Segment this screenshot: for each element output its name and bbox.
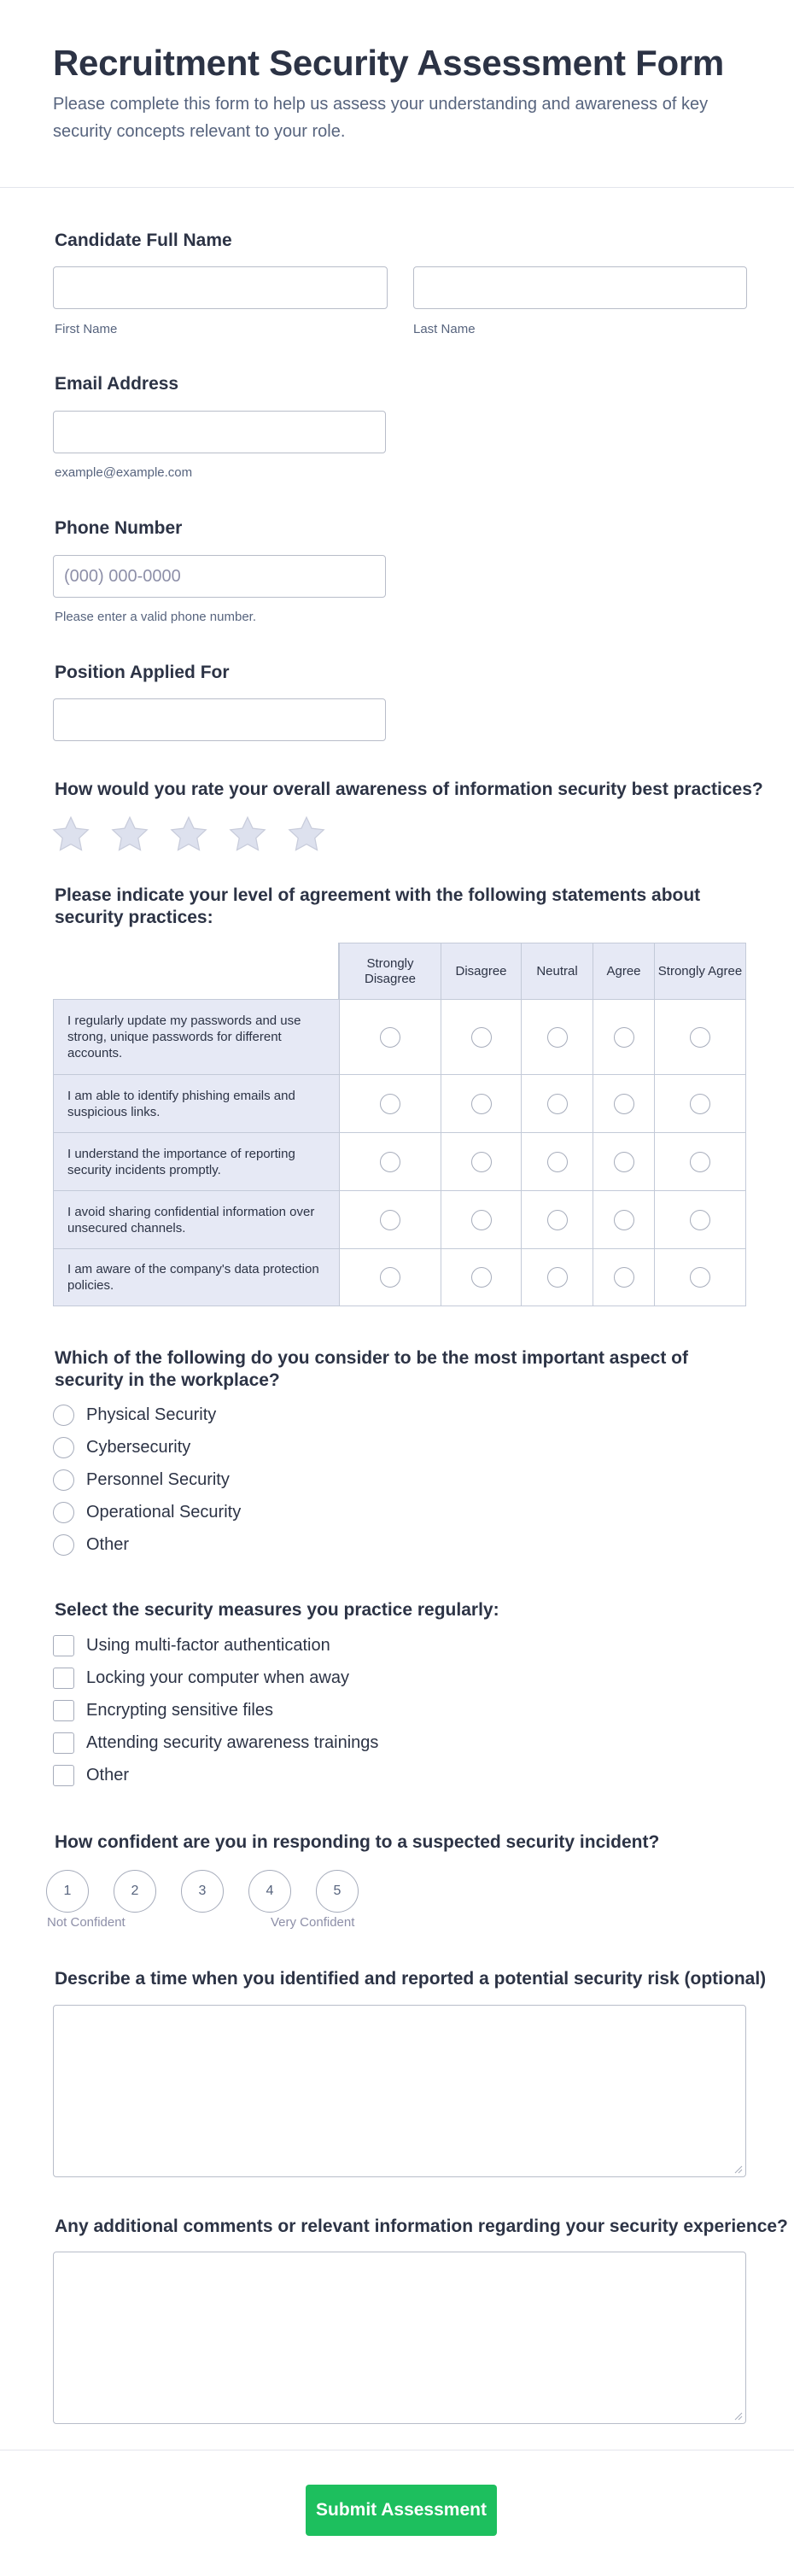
matrix-radio[interactable] [380,1267,400,1288]
measure-option[interactable] [53,1765,129,1786]
radio-button[interactable] [53,1405,74,1426]
matrix-cell [441,1190,521,1248]
matrix-column-header: Agree [593,943,654,999]
matrix-cell [654,1074,746,1132]
scale-option-3[interactable]: 3 [181,1870,224,1913]
measure-option[interactable] [53,1732,378,1754]
matrix-row [53,1074,746,1132]
star-icon[interactable] [108,813,151,856]
measures-question: Select the security measures you practice regularly: [55,1600,499,1620]
scale-option-5[interactable]: 5 [316,1870,359,1913]
matrix-row-label: I understand the importance of reporting security incidents promptly. [53,1132,339,1190]
page-subtitle: Please complete this form to help us assess your understanding and awareness of key security concepts relevant to your role. [53,95,709,141]
aspect-question: Which of the following do you consider to be the most important aspect of security in the workplace? [55,1348,689,1390]
matrix-radio[interactable] [690,1210,710,1230]
matrix-radio[interactable] [614,1027,634,1048]
matrix-radio[interactable] [547,1027,568,1048]
full-name-label: Candidate Full Name [55,231,232,250]
matrix-question: Please indicate your level of agreement with the following statements about security practices: [55,885,701,927]
checkbox[interactable] [53,1765,74,1786]
email-hint: example@example.com [55,465,193,480]
matrix-cell [521,1190,593,1248]
radio-button[interactable] [53,1502,74,1523]
aspect-option[interactable] [53,1437,190,1458]
matrix-radio[interactable] [547,1152,568,1172]
matrix-cell [593,999,654,1074]
measure-option[interactable] [53,1700,273,1721]
phone-input[interactable] [53,555,386,598]
matrix-radio[interactable] [614,1094,634,1114]
phone-hint: Please enter a valid phone number. [55,610,256,624]
checkbox[interactable] [53,1700,74,1721]
agreement-matrix [53,943,746,1306]
matrix-cell [654,1132,746,1190]
matrix-radio[interactable] [614,1152,634,1172]
risk-story-question: Describe a time when you identified and reported a potential security risk (optional) [55,1969,767,1989]
matrix-row-label: I am able to identify phishing emails and suspicious links. [53,1074,339,1132]
matrix-cell [441,1248,521,1306]
star-icon[interactable] [50,813,92,856]
measure-option[interactable] [53,1668,349,1689]
page-title: Recruitment Security Assessment Form [53,43,724,83]
matrix-radio[interactable] [380,1152,400,1172]
scale-max-caption: Very Confident [271,1915,355,1930]
matrix-cell [654,1248,746,1306]
matrix-radio[interactable] [614,1267,634,1288]
matrix-cell [339,999,441,1074]
matrix-radio[interactable] [471,1210,492,1230]
scale-option-2[interactable]: 2 [114,1870,156,1913]
first-name-sublabel: First Name [55,322,118,336]
rating-question: How would you rate your overall awareness of information security best practices? [55,780,763,799]
matrix-corner [53,943,339,999]
email-label: Email Address [55,374,179,394]
confidence-question: How confident are you in responding to a suspected security incident? [55,1832,660,1852]
scale-option-1[interactable]: 1 [46,1870,89,1913]
option-label: Attending security awareness trainings [86,1733,379,1752]
resize-grip-icon[interactable] [733,2164,743,2174]
matrix-radio[interactable] [547,1267,568,1288]
matrix-row-label: I avoid sharing confidential information over unsecured channels. [53,1190,339,1248]
comments-textarea[interactable] [53,2252,746,2424]
matrix-cell [593,1132,654,1190]
matrix-cell [521,1074,593,1132]
aspect-option[interactable] [53,1534,129,1556]
matrix-radio[interactable] [380,1027,400,1048]
aspect-option[interactable] [53,1405,216,1426]
aspect-option[interactable] [53,1469,230,1491]
matrix-column-header: Neutral [521,943,593,999]
resize-grip-icon[interactable] [733,2410,743,2421]
matrix-cell [339,1248,441,1306]
option-label: Encrypting sensitive files [86,1701,273,1720]
risk-story-textarea[interactable] [53,2005,746,2177]
option-label: Operational Security [86,1503,242,1522]
checkbox[interactable] [53,1732,74,1754]
matrix-radio[interactable] [690,1152,710,1172]
position-input[interactable] [53,698,386,741]
matrix-cell [593,1074,654,1132]
matrix-cell [441,999,521,1074]
option-label: Cybersecurity [86,1438,191,1457]
radio-button[interactable] [53,1534,74,1556]
comments-question: Any additional comments or relevant information regarding your security experience? [55,2217,788,2236]
last-name-input[interactable] [413,266,747,309]
radio-button[interactable] [53,1469,74,1491]
matrix-cell [441,1074,521,1132]
option-label: Physical Security [86,1405,217,1424]
matrix-column-header: Strongly Agree [654,943,746,999]
measure-option[interactable] [53,1635,330,1656]
phone-label: Phone Number [55,518,183,538]
matrix-cell [521,999,593,1074]
matrix-column-header: Strongly Disagree [339,943,441,999]
star-icon[interactable] [226,813,269,856]
matrix-radio[interactable] [471,1027,492,1048]
position-label: Position Applied For [55,663,230,682]
matrix-cell [339,1132,441,1190]
matrix-cell [654,1190,746,1248]
option-label: Other [86,1535,130,1554]
matrix-radio[interactable] [380,1210,400,1230]
last-name-sublabel: Last Name [413,322,476,336]
matrix-header-row [53,943,746,999]
matrix-row [53,999,746,1074]
matrix-radio[interactable] [690,1027,710,1048]
matrix-row-label: I am aware of the company's data protection policies. [53,1248,339,1306]
first-name-input[interactable] [53,266,388,309]
scale-option-4[interactable]: 4 [248,1870,291,1913]
checkbox[interactable] [53,1635,74,1656]
matrix-cell [654,999,746,1074]
matrix-radio[interactable] [471,1094,492,1114]
matrix-row [53,1132,746,1190]
matrix-radio[interactable] [471,1267,492,1288]
star-icon[interactable] [167,813,210,856]
matrix-radio[interactable] [380,1094,400,1114]
matrix-cell [339,1190,441,1248]
matrix-radio[interactable] [547,1210,568,1230]
matrix-row [53,1248,746,1306]
matrix-radio[interactable] [690,1094,710,1114]
form-header [0,0,794,188]
radio-button[interactable] [53,1437,74,1458]
option-label: Other [86,1766,130,1785]
option-label: Personnel Security [86,1470,230,1489]
matrix-cell [521,1132,593,1190]
star-rating [50,813,344,856]
scale-min-caption: Not Confident [47,1915,126,1930]
matrix-row-label: I regularly update my passwords and use strong, unique passwords for different accounts. [53,999,339,1074]
matrix-cell [593,1248,654,1306]
option-label: Locking your computer when away [86,1668,349,1687]
option-label: Using multi-factor authentication [86,1636,330,1655]
star-icon[interactable] [285,813,328,856]
checkbox[interactable] [53,1668,74,1689]
matrix-cell [593,1190,654,1248]
matrix-cell [441,1132,521,1190]
matrix-radio[interactable] [471,1152,492,1172]
matrix-cell [339,1074,441,1132]
matrix-row [53,1190,746,1248]
aspect-option[interactable] [53,1502,241,1523]
matrix-radio[interactable] [690,1267,710,1288]
matrix-radio[interactable] [547,1094,568,1114]
matrix-radio[interactable] [614,1210,634,1230]
matrix-column-header: Disagree [441,943,521,999]
email-field[interactable] [53,411,386,453]
submit-button[interactable]: Submit Assessment [306,2485,497,2536]
matrix-cell [521,1248,593,1306]
